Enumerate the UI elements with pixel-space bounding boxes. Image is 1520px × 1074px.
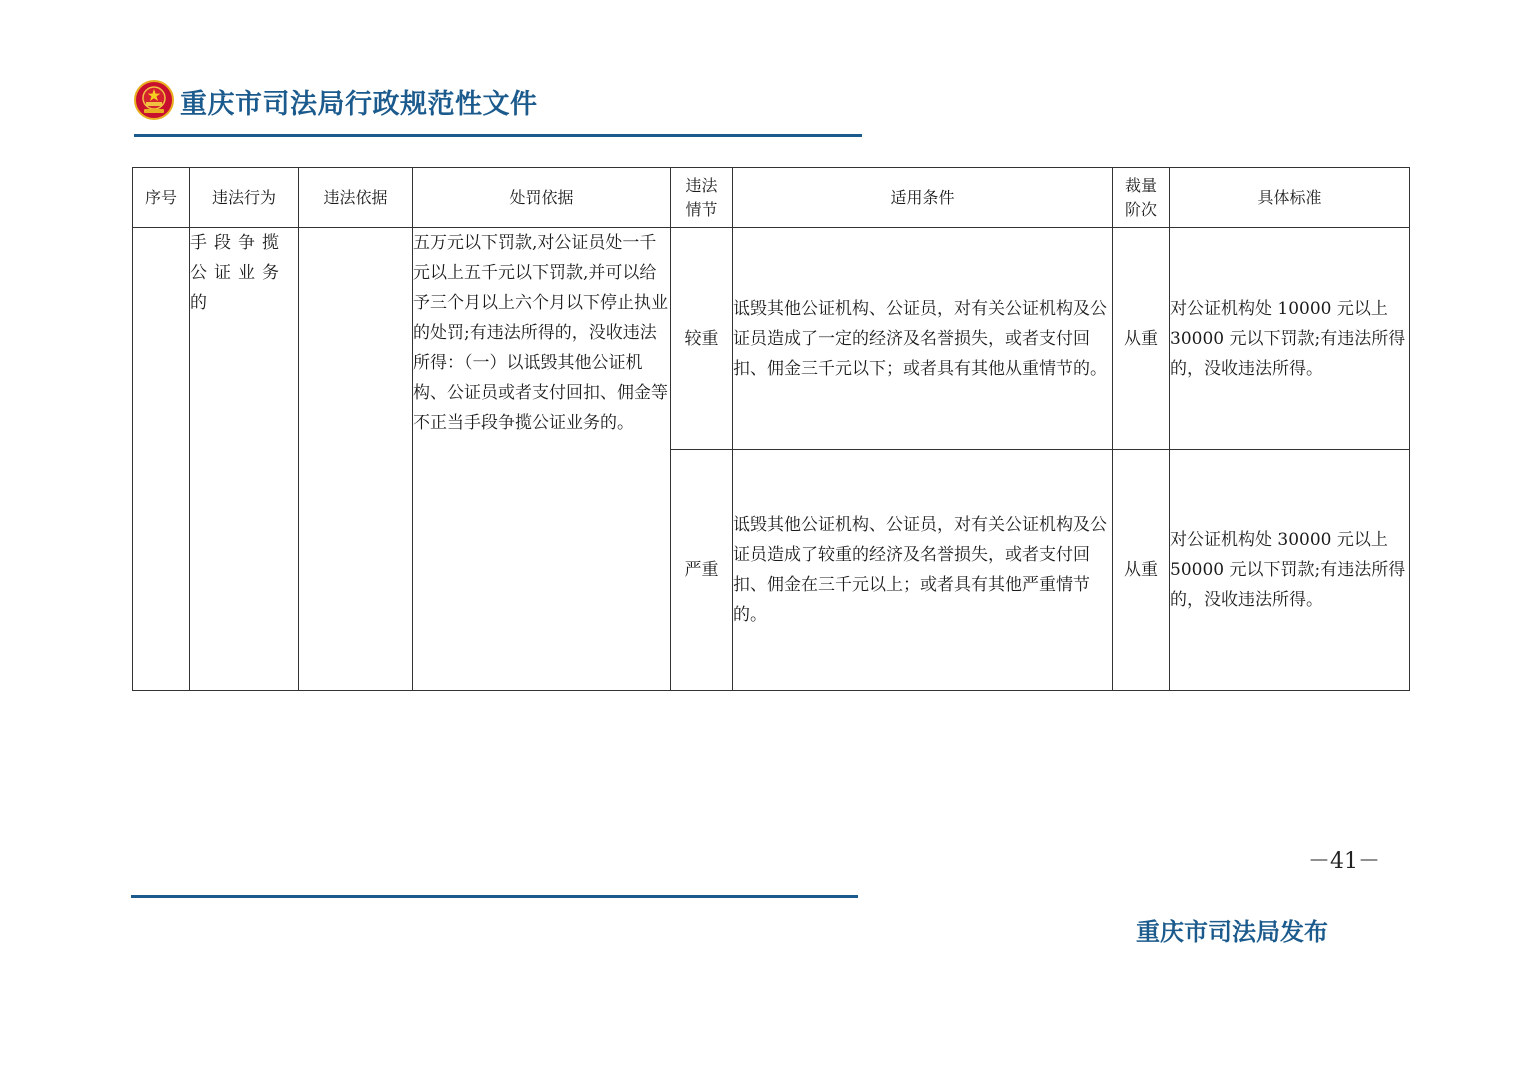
- table-row: [133, 228, 1410, 450]
- discretion-cell: 从重: [1113, 228, 1170, 450]
- footer-rule: [131, 895, 858, 898]
- header-standard: 具体标准: [1170, 168, 1410, 228]
- header-penalty-basis: 处罚依据: [413, 168, 671, 228]
- header-title: 重庆市司法局行政规范性文件: [180, 89, 538, 120]
- header-violation: 违法行为: [190, 168, 299, 228]
- legal-basis-cell: [299, 228, 413, 691]
- document-header: [134, 78, 862, 140]
- footer-publisher: 重庆市司法局发布: [1136, 918, 1328, 946]
- standard-cell: 对公证机构处 10000 元以上 30000 元以下罚款;有违法所得的，没收违法所得。: [1170, 228, 1410, 450]
- header-legal-basis: 违法依据: [299, 168, 413, 228]
- header-conditions: 适用条件: [733, 168, 1113, 228]
- header-discretion: 裁量阶次: [1113, 168, 1170, 228]
- penalty-table: [132, 167, 1410, 691]
- discretion-cell: 从重: [1113, 450, 1170, 691]
- circumstance-cell: 较重: [671, 228, 733, 450]
- header-circumstance: 违法情节: [671, 168, 733, 228]
- violation-cell: 手段争揽公证业务的: [190, 228, 299, 691]
- seq-cell: [133, 228, 190, 691]
- header-rule: [134, 134, 862, 137]
- conditions-cell: 诋毁其他公证机构、公证员，对有关公证机构及公证员造成了较重的经济及名誉损失，或者支付回扣、佣金在三千元以上；或者具有其他严重情节的。: [733, 450, 1113, 691]
- standard-cell: 对公证机构处 30000 元以上 50000 元以下罚款;有违法所得的，没收违法所得。: [1170, 450, 1410, 691]
- circumstance-cell: 严重: [671, 450, 733, 691]
- table-header-row: [133, 168, 1410, 228]
- penalty-basis-cell: 五万元以下罚款,对公证员处一千元以上五千元以下罚款,并可以给予三个月以上六个月以下停止执业的处罚;有违法所得的，没收违法所得：（一）以诋毁其他公证机构、公证员或者支付回扣、佣金等不正当手段争揽公证业务的。: [413, 228, 671, 691]
- header-seq: 序号: [133, 168, 190, 228]
- national-emblem-icon: [134, 80, 174, 120]
- page-number: －41－: [1308, 849, 1380, 874]
- conditions-cell: 诋毁其他公证机构、公证员，对有关公证机构及公证员造成了一定的经济及名誉损失，或者支付回扣、佣金三千元以下；或者具有其他从重情节的。: [733, 228, 1113, 450]
